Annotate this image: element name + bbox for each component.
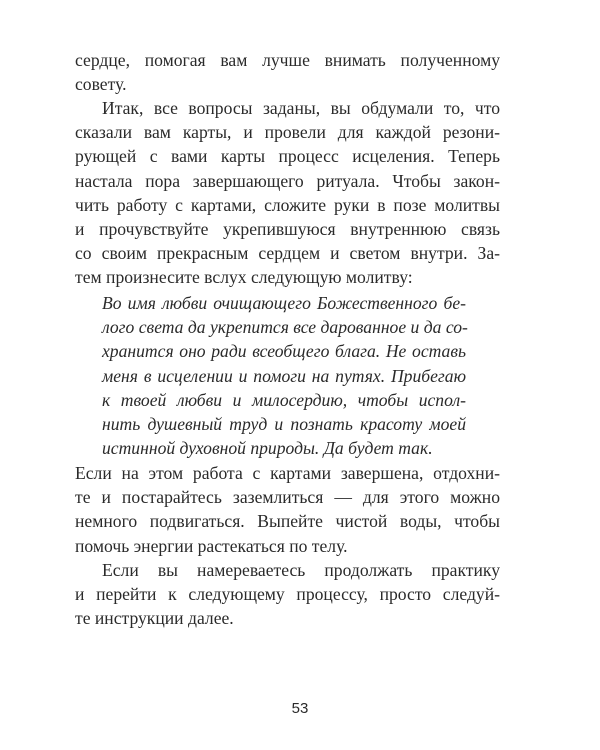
page-number: 53	[291, 700, 309, 717]
text-line: Если на этом работа с картами завершена, отдохни-	[75, 463, 500, 483]
text-line: помочь энергии растекаться по телу.	[75, 535, 348, 556]
text-line: чить работу с картами, сложите руки в позе молитвы	[75, 194, 500, 215]
prayer-quote	[102, 291, 466, 460]
paragraph-continuation	[75, 48, 500, 96]
text-line: Если вы намереваетесь продолжать практику	[102, 560, 500, 580]
text-line: совету.	[75, 74, 127, 95]
text-line: сердце, помогая вам лучше внимать полученному	[75, 50, 500, 70]
text-line: немного подвигаться. Выпейте чистой воды, чтобы	[75, 511, 500, 532]
text-line: тем произнесите вслух следующую молитву:	[75, 267, 413, 288]
paragraph-ritual	[75, 96, 500, 290]
text-line: Итак, все вопросы заданы, вы обдумали то, что	[102, 98, 500, 118]
text-line: и прочувствуйте укрепившуюся внутреннюю связь	[75, 219, 500, 240]
text-line: сказали вам карты, и провели для каждой резони-	[75, 122, 500, 143]
text-line: Во имя любви очищающего Божественного бе-	[102, 293, 466, 313]
text-line: со своим прекрасным сердцем и светом внутри. За-	[75, 243, 500, 264]
text-line: меня в исцелении и помоги на путях. Прибегаю	[102, 365, 466, 386]
text-line: хранится оно ради всеобщего блага. Не оставь	[102, 341, 466, 362]
text-line: и перейти к следующему процессу, просто следуй-	[75, 584, 500, 605]
text-line: те инструкции далее.	[75, 608, 234, 629]
paragraph-grounding	[75, 461, 500, 558]
text-line: настала пора завершающего ритуала. Чтобы закон-	[75, 170, 500, 191]
text-line: те и постарайтесь заземлиться — для этого можно	[75, 487, 500, 508]
paragraph-next-steps	[75, 558, 500, 631]
text-line: к твоей любви и милосердию, чтобы испол-	[102, 389, 466, 410]
text-line: нить душевный труд и познать красоту моей	[102, 414, 466, 435]
text-line: лого света да укрепится все дарованное и да со-	[102, 317, 468, 338]
text-line: истинной духовной природы. Да будет так.	[102, 438, 433, 459]
text-line: рующей с вами карты процесс исцеления. Теперь	[75, 146, 500, 167]
